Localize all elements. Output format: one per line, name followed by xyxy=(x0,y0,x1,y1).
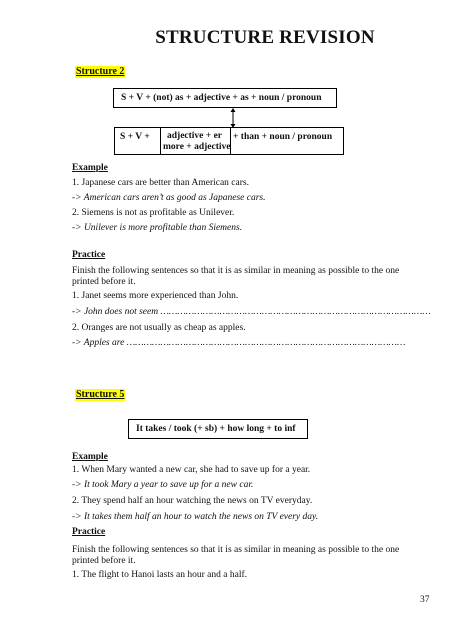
example-answer: -> American cars aren’t as good as Japanese cars. xyxy=(72,193,266,203)
formula-than-cell: + than + noun / pronoun xyxy=(233,132,333,142)
example-line: 2. They spend half an hour watching the news on TV everyday. xyxy=(72,496,313,506)
double-arrow-icon xyxy=(228,108,238,128)
practice-answer-line: -> John does not seem …………………………………………………………………………………… xyxy=(72,307,431,317)
formula-adjective-cell xyxy=(161,128,231,154)
structure-2-formula-box xyxy=(113,88,337,108)
practice-answer-line: -> Apples are ……………………………………………………………………………………… xyxy=(72,338,406,348)
example-line: 1. Japanese cars are better than American cars. xyxy=(72,178,249,188)
practice-heading: Practice xyxy=(72,527,106,537)
structure-5-formula-text: It takes / took (+ sb) + how long + to inf xyxy=(136,424,296,434)
example-line: 2. Siemens is not as profitable as Unilever. xyxy=(72,208,235,218)
structure-2-comparative-box xyxy=(114,127,344,155)
formula-adjective-er: adjective + er xyxy=(167,131,222,141)
example-heading: Example xyxy=(72,163,108,173)
structure-5-label: Structure 5 xyxy=(76,389,125,400)
page-title: STRUCTURE REVISION xyxy=(155,27,375,48)
example-answer: -> It takes them half an hour to watch the news on TV every day. xyxy=(72,512,319,522)
structure-5-formula-box xyxy=(128,419,308,439)
example-line: 1. When Mary wanted a new car, she had to save up for a year. xyxy=(72,465,311,475)
example-heading: Example xyxy=(72,452,108,462)
practice-instruction: Finish the following sentences so that it is as similar in meaning as possible to the one printed before it. xyxy=(72,266,400,287)
practice-instruction: Finish the following sentences so that it is as similar in meaning as possible to the one printed before it. xyxy=(72,545,400,566)
example-answer: -> Unilever is more profitable than Siemens. xyxy=(72,223,243,233)
structure-2-label: Structure 2 xyxy=(76,66,125,77)
practice-heading: Practice xyxy=(72,250,106,260)
formula-more-adjective: more + adjective xyxy=(163,142,231,152)
practice-question: 1. The flight to Hanoi lasts an hour and a half. xyxy=(72,570,248,580)
practice-question: 2. Oranges are not usually as cheap as apples. xyxy=(72,323,246,333)
formula-subject-cell: S + V + xyxy=(115,128,161,154)
structure-2-formula-text: S + V + (not) as + adjective + as + noun / pronoun xyxy=(121,93,322,103)
page-number: 37 xyxy=(420,595,430,605)
example-answer: -> It took Mary a year to save up for a new car. xyxy=(72,480,254,490)
practice-question: 1. Janet seems more experienced than John. xyxy=(72,291,239,301)
